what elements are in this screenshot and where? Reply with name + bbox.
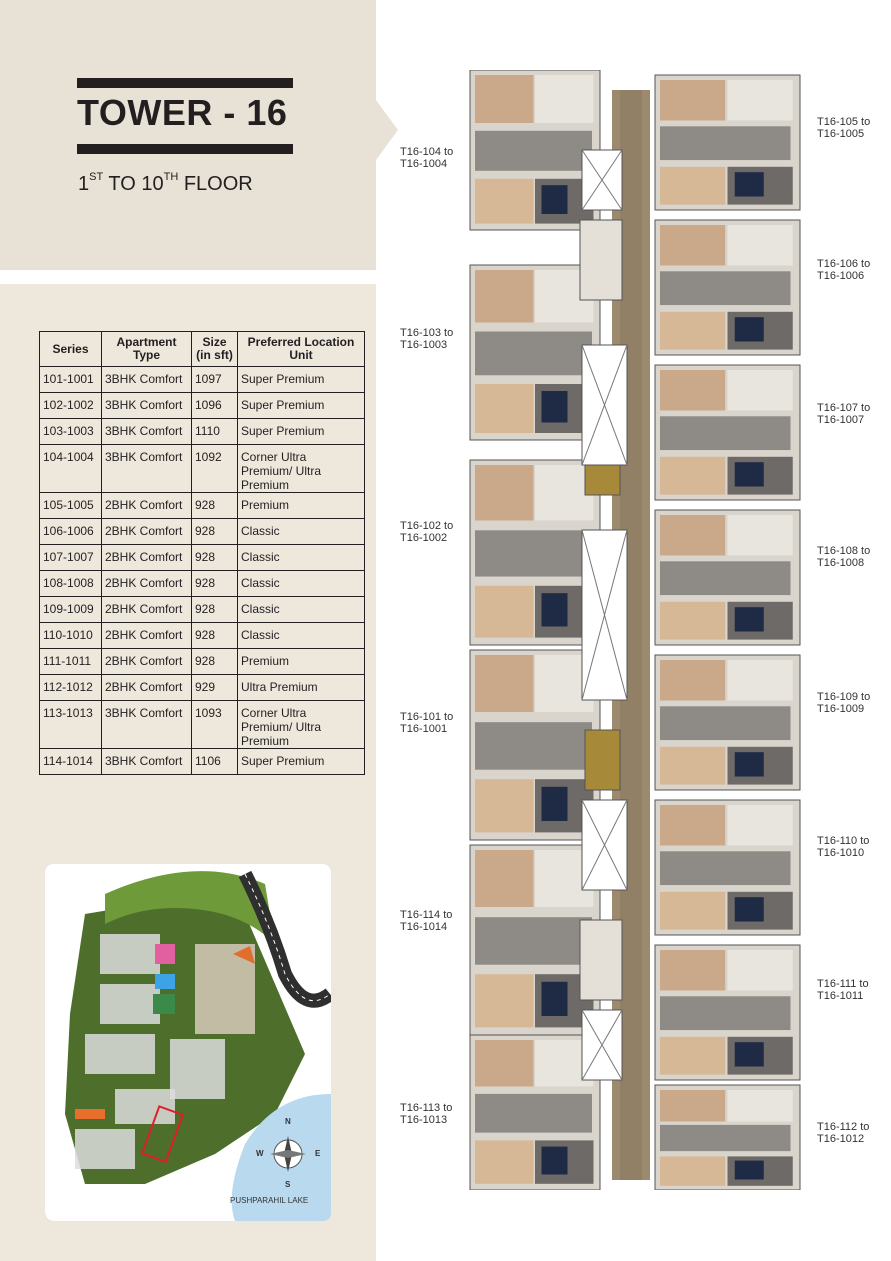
cell-location: Super Premium [238,367,365,393]
compass-n: N [285,1117,291,1126]
cell-series: 114-1014 [40,749,102,775]
cell-size: 928 [192,571,238,597]
cell-apartment-type: 2BHK Comfort [102,571,192,597]
cell-apartment-type: 2BHK Comfort [102,597,192,623]
unit-label-line1: T16-112 to [817,1121,870,1133]
cell-size: 1096 [192,393,238,419]
table-row [40,675,365,701]
cell-series: 111-1011 [40,649,102,675]
unit-label-left [400,1102,452,1126]
cell-series: 104-1004 [40,445,102,493]
cell-series: 110-1010 [40,623,102,649]
cell-size: 928 [192,545,238,571]
unit-label-line2: T16-1004 [400,158,448,170]
table-row [40,649,365,675]
cell-size: 928 [192,597,238,623]
cell-location: Super Premium [238,419,365,445]
unit-label-line1: T16-105 to [817,116,871,128]
cell-apartment-type: 3BHK Comfort [102,393,192,419]
unit-label-line2: T16-1010 [817,847,865,859]
cell-series: 108-1008 [40,571,102,597]
page-title: TOWER - 16 [77,92,288,133]
cell-location: Premium [238,649,365,675]
cell-apartment-type: 2BHK Comfort [102,623,192,649]
unit-label-line2: T16-1013 [400,1114,448,1126]
table-row [40,623,365,649]
unit-table-body [40,367,365,775]
cell-apartment-type: 3BHK Comfort [102,749,192,775]
cell-series: 112-1012 [40,675,102,701]
unit-label-line2: T16-1011 [817,990,864,1002]
unit-label-line1: T16-103 to [400,327,454,339]
header-location: Preferred Location Unit [238,332,365,367]
cell-apartment-type: 3BHK Comfort [102,701,192,749]
cell-location: Classic [238,623,365,649]
cell-series: 107-1007 [40,545,102,571]
cell-size: 1092 [192,445,238,493]
cell-location: Classic [238,519,365,545]
header-series: Series [40,332,102,367]
apartment-right [655,75,800,210]
table-row [40,571,365,597]
unit-label-line1: T16-101 to [400,711,454,723]
table-row [40,545,365,571]
apartment-right [655,220,800,355]
subtitle-tail: FLOOR [178,173,253,195]
unit-label-line1: T16-110 to [817,835,870,847]
cell-location: Premium [238,493,365,519]
unit-label-left [400,520,453,544]
cell-series: 109-1009 [40,597,102,623]
cell-apartment-type: 2BHK Comfort [102,493,192,519]
floor-plan [460,70,805,1190]
cell-location: Ultra Premium [238,675,365,701]
cell-size: 1110 [192,419,238,445]
table-row [40,597,365,623]
header-size: Size (in sft) [192,332,238,367]
title-top-rule [77,78,293,88]
apartment-left [470,650,600,840]
cell-apartment-type: 3BHK Comfort [102,445,192,493]
table-row [40,519,365,545]
lift-shafts [580,150,627,1080]
unit-label-line2: T16-1009 [817,703,865,715]
cell-size: 928 [192,493,238,519]
cell-apartment-type: 2BHK Comfort [102,649,192,675]
cell-location: Classic [238,545,365,571]
unit-label-right [817,835,869,859]
cell-size: 928 [192,519,238,545]
unit-label-line1: T16-106 to [817,258,871,270]
unit-label-line2: T16-1014 [400,921,448,933]
unit-label-line2: T16-1008 [817,557,865,569]
header-pointer-arrow [376,100,398,160]
unit-label-line2: T16-1005 [817,128,865,140]
cell-size: 1093 [192,701,238,749]
cell-location: Classic [238,597,365,623]
unit-label-line1: T16-114 to [400,909,453,921]
unit-label-right [817,691,870,715]
table-row [40,445,365,493]
cell-apartment-type: 3BHK Comfort [102,367,192,393]
subtitle-mid: TO 10 [103,173,164,195]
unit-label-right [817,1121,869,1145]
cell-apartment-type: 2BHK Comfort [102,545,192,571]
title-bottom-rule [77,144,293,154]
unit-label-right [817,402,870,426]
unit-label-line2: T16-1007 [817,414,865,426]
table-row [40,393,365,419]
cell-location: Corner Ultra Premium/ Ultra Premium [238,445,365,493]
unit-label-right [817,116,870,140]
cell-size: 1097 [192,367,238,393]
compass-e: E [315,1149,321,1158]
apartment-right [655,1085,800,1190]
cell-series: 106-1006 [40,519,102,545]
compass-w: W [256,1149,264,1158]
table-row [40,749,365,775]
cell-size: 929 [192,675,238,701]
cell-location: Corner Ultra Premium/ Ultra Premium [238,701,365,749]
apartment-left [470,460,600,645]
subtitle-sup-1: ST [89,171,104,184]
cell-series: 102-1002 [40,393,102,419]
unit-table [39,331,365,775]
unit-table-header-row [40,332,365,367]
unit-label-line1: T16-107 to [817,402,871,414]
table-row [40,493,365,519]
unit-label-line2: T16-1001 [400,723,448,735]
subtitle-lead: 1 [78,173,90,195]
cell-apartment-type: 2BHK Comfort [102,519,192,545]
unit-label-left [400,711,453,735]
compass-s: S [285,1180,291,1189]
unit-label-right [817,545,870,569]
cell-apartment-type: 3BHK Comfort [102,419,192,445]
lake-label: PUSHPARAHIL LAKE [230,1196,309,1205]
unit-label-line1: T16-102 to [400,520,454,532]
unit-label-left [400,327,453,351]
unit-label-right [817,258,870,282]
cell-size: 1106 [192,749,238,775]
subtitle-sup-2: TH [163,171,179,184]
unit-label-line1: T16-108 to [817,545,871,557]
apartment-left [470,1035,600,1190]
table-row [40,701,365,749]
site-plan [45,864,331,1221]
apartment-left [470,70,600,230]
unit-label-line2: T16-1006 [817,270,865,282]
unit-label-line2: T16-1002 [400,532,448,544]
cell-series: 105-1005 [40,493,102,519]
apartment-right [655,945,800,1080]
unit-label-left [400,146,453,170]
unit-label-line2: T16-1012 [817,1133,865,1145]
apartment-right [655,800,800,935]
header-apartment-type: Apartment Type [102,332,192,367]
panel-divider [0,270,376,284]
unit-label-line1: T16-109 to [817,691,871,703]
cell-location: Super Premium [238,749,365,775]
cell-apartment-type: 2BHK Comfort [102,675,192,701]
table-row [40,419,365,445]
cell-series: 103-1003 [40,419,102,445]
unit-label-right [817,978,869,1002]
cell-series: 101-1001 [40,367,102,393]
cell-size: 928 [192,649,238,675]
cell-location: Super Premium [238,393,365,419]
unit-label-line1: T16-111 to [817,978,869,990]
unit-label-line1: T16-113 to [400,1102,453,1114]
table-row [40,367,365,393]
site-plan-map [45,864,331,1221]
header-panel [0,0,376,270]
apartment-right [655,365,800,500]
unit-label-line1: T16-104 to [400,146,454,158]
floor-range-subtitle [78,173,253,196]
apartment-right [655,655,800,790]
cell-series: 113-1013 [40,701,102,749]
unit-label-left [400,909,452,933]
unit-label-line2: T16-1003 [400,339,448,351]
apartment-right [655,510,800,645]
cell-location: Classic [238,571,365,597]
cell-size: 928 [192,623,238,649]
